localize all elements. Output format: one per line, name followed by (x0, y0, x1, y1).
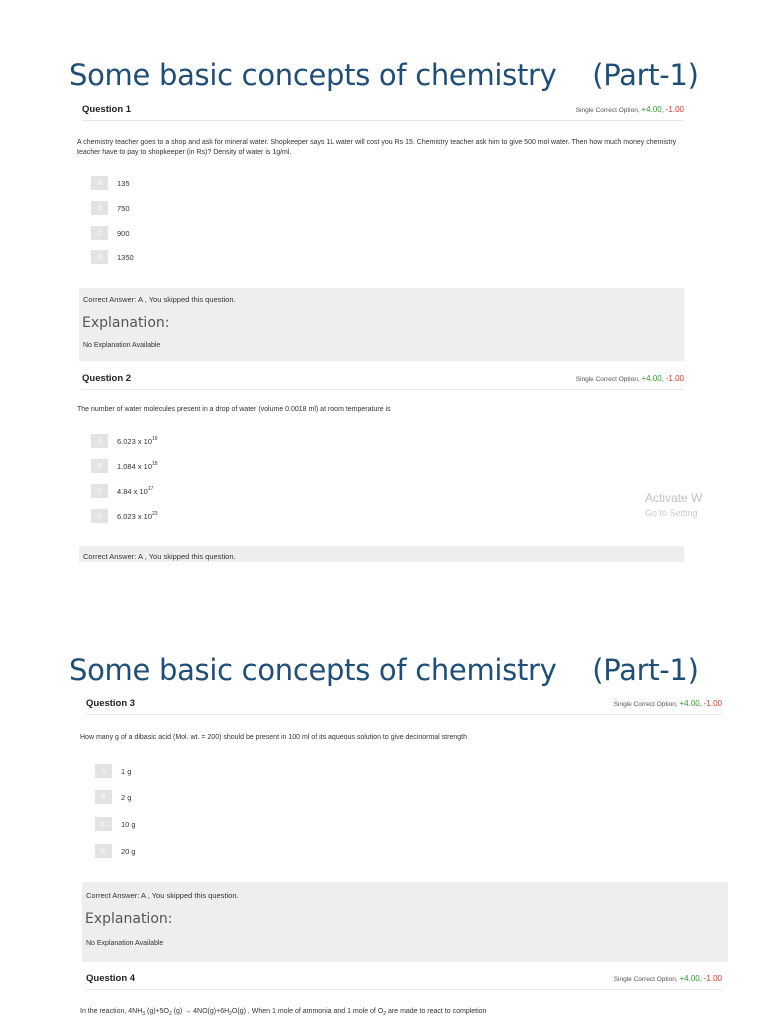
option-value: 2 g (121, 792, 132, 802)
option-value: 4.84 x $10^{17}$ (117, 485, 154, 496)
negative-marks: -1.00 (665, 373, 684, 383)
question-type: Single Correct Option, (575, 375, 640, 383)
option-b[interactable] (91, 459, 158, 473)
question-text: The number of water molecules present in a drop of water (volume 0.0018 ml) at room temperature is (77, 406, 391, 413)
question-number: Question 4 (86, 972, 136, 984)
option-value: 135 (117, 178, 130, 188)
explanation-heading: Explanation: (85, 911, 173, 927)
question-text: How many g of a dibasic acid (Mol. wt. = 200) should be present in 100 ml of its aqueous solution to give decinormal strength (80, 734, 467, 741)
option-b[interactable] (95, 790, 131, 804)
option-value: 6.023 x $10^{23}$ (117, 510, 158, 521)
answer-panel (79, 288, 684, 361)
option-letter: C (91, 484, 108, 498)
correct-answer-text: Correct Answer: A , You skipped this question. (83, 552, 236, 561)
option-letter: C (95, 817, 112, 831)
negative-marks: -1.00 (703, 698, 722, 708)
explanation-heading: Explanation: (82, 315, 170, 331)
question-meta (614, 974, 722, 983)
option-c[interactable] (91, 226, 130, 240)
positive-marks: +4.00, (679, 698, 702, 708)
question-text: In the reaction, $4NH_3$ $(g)+5O_2$ $(g) \to 4NO(g)+6H_2O(g)$ , When 1 mole of ammonia and 1 mole of $O_2$ are made to react to completion (80, 1008, 487, 1017)
question-header (86, 967, 722, 990)
question-meta (614, 699, 722, 708)
explanation-text: No Explanation Available (86, 940, 164, 947)
question-number: Question 3 (86, 697, 136, 709)
option-letter: B (91, 459, 108, 473)
positive-marks: +4.00, (641, 373, 664, 383)
option-letter: A (91, 434, 108, 448)
option-value: 900 (117, 228, 130, 238)
negative-marks: -1.00 (665, 104, 684, 114)
option-letter: D (91, 250, 108, 264)
question-meta (576, 105, 684, 114)
answer-panel (82, 882, 728, 962)
option-letter: A (95, 764, 112, 778)
watermark-activate: Activate W (645, 491, 703, 505)
option-value: 10 g (121, 819, 136, 829)
question-number: Question 1 (82, 103, 132, 115)
option-d[interactable] (91, 509, 158, 523)
question-type: Single Correct Option, (613, 700, 678, 708)
explanation-text: No Explanation Available (83, 342, 161, 349)
question-number: Question 2 (82, 372, 132, 384)
question-meta (576, 374, 684, 383)
page-title: Some basic concepts of chemistry (Part-1) (69, 58, 699, 92)
option-value: 6.023 x $10^{19}$ (117, 435, 158, 446)
option-letter: B (95, 790, 112, 804)
question-header (82, 98, 684, 121)
option-letter: B (91, 201, 108, 215)
negative-marks: -1.00 (703, 973, 722, 983)
question-header (82, 367, 684, 390)
option-a[interactable] (91, 176, 130, 190)
correct-answer-text: Correct Answer: A , You skipped this question. (83, 295, 236, 304)
option-a[interactable] (95, 764, 131, 778)
question-type: Single Correct Option, (575, 106, 640, 114)
option-d[interactable] (95, 844, 136, 858)
option-a[interactable] (91, 434, 158, 448)
option-letter: C (91, 226, 108, 240)
option-c[interactable] (91, 484, 153, 498)
page-title: Some basic concepts of chemistry (Part-1) (69, 653, 699, 687)
positive-marks: +4.00, (641, 104, 664, 114)
option-value: 20 g (121, 846, 136, 856)
option-c[interactable] (95, 817, 136, 831)
option-letter: D (91, 509, 108, 523)
option-value: 1350 (117, 252, 134, 262)
question-header (86, 692, 722, 715)
watermark-settings: Go to Setting (645, 508, 698, 518)
option-b[interactable] (91, 201, 130, 215)
question-type: Single Correct Option, (613, 975, 678, 983)
question-text: A chemistry teacher goes to a shop and ask for mineral water. Shopkeeper says 1L water will cost you Rs 15. Chemistry teacher ask him to give 500 mol water. Then how much money chemistry teacher have to pay to shopkeeper (in Rs)? Density of water is 1g/ml. (77, 139, 677, 156)
option-letter: A (91, 176, 108, 190)
answer-panel (79, 546, 684, 562)
option-value: 1.084 x $10^{18}$ (117, 460, 158, 471)
option-d[interactable] (91, 250, 134, 264)
option-value: 750 (117, 203, 130, 213)
option-letter: D (95, 844, 112, 858)
option-value: 1 g (121, 766, 132, 776)
correct-answer-text: Correct Answer: A , You skipped this question. (86, 891, 239, 900)
positive-marks: +4.00, (679, 973, 702, 983)
